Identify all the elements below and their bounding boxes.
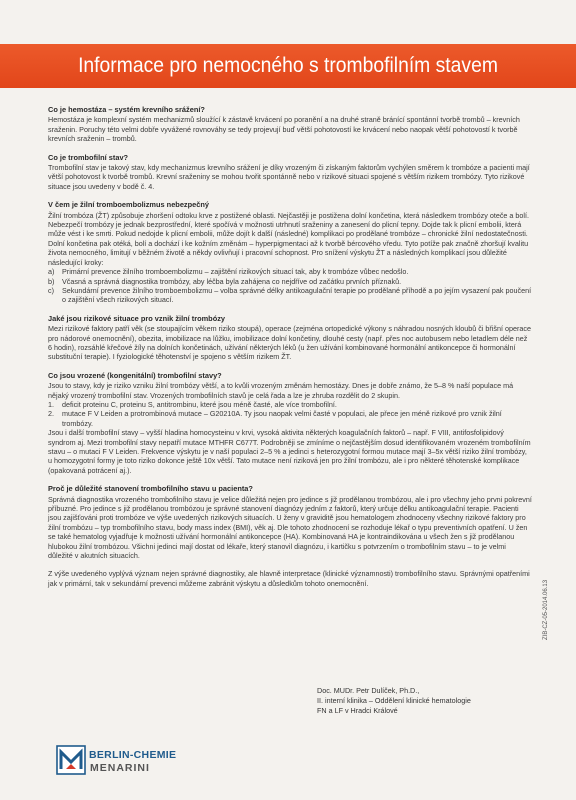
section-conclusion bbox=[48, 569, 532, 588]
list-item bbox=[48, 286, 532, 305]
section-heading: Co je trombofilní stav? bbox=[48, 152, 129, 162]
section-danger bbox=[48, 200, 532, 304]
logo-text-top: BERLIN-CHEMIE bbox=[89, 749, 177, 761]
section-heading: Co je hemostáza – systém krevního srážení? bbox=[48, 105, 205, 114]
list-marker: b) bbox=[48, 276, 55, 286]
list-text: Primární prevence žilního tromboembolizmu – zajištění rizikových situací tak, aby k trombóze vůbec nedošlo. bbox=[62, 267, 409, 277]
title-banner bbox=[0, 44, 576, 88]
section-text: Žilní trombóza (ŽT) způsobuje zhoršení odtoku krve z postižené oblasti. Nejčastěji je postižena dolní končetina, která následkem trombózy oteče a bolí. Nebezpečí trombózy je jednak bezprostřední, které spočívá v možnosti utrhnutí sraženiny a zanesení do plicní tepny. Dojde tak k plicní embolii, která může vést i ke smrti. Pokud nedojde k plicní embolii, může dojít k další (následné) komplikaci po prodělané trombóze – chronické žilní nedostatečnosti. Dolní končetina pak otéká, bolí a dochází i ke kožním změnám – hyperpigmentaci až k tvorbě bércového vředu. Tyto potíže pak značně zhoršují kvalitu života nemocného, limitují v běžném životě a někdy ovlivňují i pracovní schopnost. Pro snížení výskytu ŽT a následných komplikací jsou důležité následující kroky: bbox=[48, 210, 530, 267]
section-thrombophilic-state bbox=[48, 153, 532, 192]
logo-text-bottom: MENARINI bbox=[90, 762, 150, 774]
section-text: Mezi rizikové faktory patří věk (se stoupajícím věkem riziko stoupá), operace (zejména ortopedické výkony s náhradou nosných kloubů či břišní operace pro nádorové onemocnění), obezita, imobilizace na lůžku, imobilizace dolní končetiny, dlouhé cesty (např. přes noc autobusem nebo letadlem déle než 6 hodin), rozsáhlé křečové žíly na dolních končetinách, užívání některých léků (u žen užívání kombinované hormonální antikoncepce či hormonální substituční terapie). I fyziologické těhotenství je spojeno s větším rizikem ŽT. bbox=[48, 324, 531, 362]
list-marker: 2. bbox=[48, 409, 54, 419]
conclusion-text: Z výše uvedeného vyplývá význam nejen správné diagnostiky, ale hlavně interpretace (klinické významnosti) trombofilního stavu. Správnými opatřeními jak v primární, tak v sekundární prevenci můžeme zabránit výskytu a důsledkům tohoto onemocnění. bbox=[48, 569, 530, 588]
list-marker: 1. bbox=[48, 399, 54, 409]
document-body bbox=[48, 105, 532, 597]
list-text: Sekundární prevence žilního tromboembolizmu – volba správné délky antikoagulační terapie po prodělané příhodě a po jejím vysazení pak poučení o zajištění všech rizikových situací. bbox=[62, 285, 532, 305]
list-item bbox=[48, 267, 532, 276]
author-name: Doc. MUDr. Petr Dulíček, Ph.D., bbox=[317, 686, 420, 695]
list-text: mutace F V Leiden a protrombinová mutace – G20210A. Ty jsou naopak velmi časté v populaci, ale přece jen méně rizikové pro vznik žilní trombózy. bbox=[62, 409, 502, 428]
berlin-chemie-logo bbox=[56, 745, 216, 779]
list-item bbox=[48, 400, 532, 409]
section-text: Správná diagnostika vrozeného trombofilního stavu je velice důležitá nejen pro jedince s již prodělanou trombózou, ale i pro všechny jeho prvni pokrevní příbuzné. Pro jedince s již prodělanou trombózou je správné stanovení diagnózy jedním z faktorů, který určuje délku antikoagulační terapie. Pacienti jsou zajišťováni proti trombóze ve výše uvedených rizikových situacích. U ženy v graviditě jsou hematologem zhodnoceny všechny rizikové faktory pro žilní trombózu – typ trombofilního stavu, body mass index (BMI), věk aj. Dle tohoto zhodnocení se rozhoduje lékař o typu preventivních opatření. U žen se také hematolog vyjadřuje k možnosti užívání hormonální antikoncepce (HA). Kombinovaná HA je kontraindikována u všech žen s již prodělanou hlubokou žilní trombózou. Všichni jedinci mají dostat od lékaře, který stanovil diagnózu, i kartičku s potvrzením o trombofilním stavu – to je velmi důležité v akutních situacích. bbox=[48, 494, 532, 561]
list-marker: a) bbox=[48, 267, 55, 277]
section-heading: Proč je důležité stanovení trombofilního stavu u pacienta? bbox=[48, 484, 253, 494]
list-item bbox=[48, 277, 532, 286]
list-text: Včasná a správná diagnostika trombózy, aby léčba byla zahájena co nejdříve od začátku prvních příznaků. bbox=[62, 276, 402, 286]
page-title: Informace pro nemocného s trombofilním stavem bbox=[78, 54, 498, 77]
section-text: Hemostáza je komplexní systém mechanizmů sloužící k zástavě krvácení po poranění a na druhé straně bránící spontánní tvorbě trombů – krevních sraženin. Poruchy této velmi dobře vyvážené rovnováhy se tedy projevují buď větší pohotovostí ke krvácení nebo naopak větší pohotovostí k tvorbě krevních sraženin – trombů. bbox=[48, 115, 520, 144]
section-heading: V čem je žilní tromboembolizmus nebezpečný bbox=[48, 200, 209, 210]
section-heading: Co jsou vrozené (kongenitální) trombofilní stavy? bbox=[48, 370, 222, 380]
section-risk-situations bbox=[48, 314, 532, 362]
section-importance bbox=[48, 484, 532, 560]
groups-list bbox=[48, 400, 532, 428]
document-code: ZIB-CZ-05-2014.06.13 bbox=[543, 579, 549, 640]
section-congenital bbox=[48, 371, 532, 475]
section-hemostasis bbox=[48, 105, 532, 144]
list-text: deficit proteinu C, proteinu S, antitrombinu, které jsou méně časté, ale více trombofilní. bbox=[62, 399, 337, 409]
steps-list bbox=[48, 267, 532, 305]
author-department: II. interní klinika – Oddělení klinické hematologie bbox=[317, 696, 471, 705]
section-text: Jsou to stavy, kdy je riziko vzniku žilní trombózy větší, a to kvůli vrozeným změnám hemostázy. Dnes je dobře známo, že 5–8 % naší populace má nějaký vrozený trombofilní stav. Vrozených trombofilních stavů je celá řada a lze je zhruba rozdělit do 2 skupin. bbox=[48, 381, 514, 400]
author-institution: FN a LF v Hradci Králové bbox=[317, 706, 398, 715]
section-heading: Jaké jsou rizikové situace pro vznik žilní trombózy bbox=[48, 313, 226, 323]
section-text-continued: Jsou i další trombofilní stavy – vyšší hladina homocysteinu v krvi, vysoká aktivita některých koagulačních faktorů – např. F VIII, antifosfolipidový syndrom aj. Mezi trombofilní stavy nepatří mutace MTHFR C677T. Podrobněji se zmíníme o nejčastějším dosud identifikovaném vrozeném trombofilním stavu – o mutaci F V Leiden. Frekvence výskytu je v naší populaci 2–5 % a jedinci s heterozygotní formou mutace mají 3–5x větší riziko žilní trombózy, u homozygotní formy je toto riziko dokonce ještě 10x větší. Tato mutace není riziková jen pro žilní trombózu, ale i pro některé těhotenské komplikace (opakovaná potrácení aj.). bbox=[48, 428, 531, 475]
berlin-chemie-logo-icon bbox=[56, 745, 86, 775]
list-marker: c) bbox=[48, 285, 54, 295]
signature-block bbox=[317, 686, 537, 716]
list-item bbox=[48, 409, 532, 428]
section-text: Trombofilní stav je takový stav, kdy mechanizmus krevního srážení je díky vrozeným či získaným faktorům vychýlen směrem k trombóze a pacienti mají větší pohotovost k tvorbě trombů. Krevní sraženiny se mohou tvořit spontánně nebo v rizikové situaci spojené s větším rizikem trombózy. Tyto rizikové situace jsou uvedeny v bodě č. 4. bbox=[48, 163, 530, 191]
